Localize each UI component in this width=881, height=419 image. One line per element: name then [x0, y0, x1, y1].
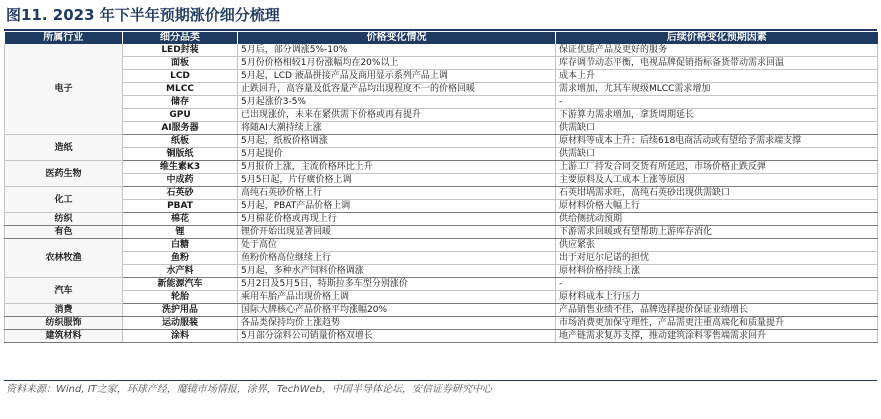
industry-cell: 建筑材料 [5, 330, 123, 343]
expectation-cell: - [556, 96, 878, 109]
industry-cell: 纺织 [5, 213, 123, 226]
table-row [5, 200, 878, 213]
table-row [5, 161, 878, 174]
bottom-divider [4, 380, 877, 381]
price-change-cell: 国际大牌核心产品价格平均涨幅20% [238, 304, 556, 317]
product-cell: LCD [123, 70, 238, 83]
product-cell: 中成药 [123, 174, 238, 187]
table-row [5, 109, 878, 122]
title-divider [4, 29, 877, 31]
industry-cell: 医药生物 [5, 161, 123, 187]
product-cell: 洗护用品 [123, 304, 238, 317]
price-change-cell: 将随AI大潮持续上涨 [238, 122, 556, 135]
header-price-change: 价格变化情况 [238, 32, 556, 44]
product-cell: AI服务器 [123, 122, 238, 135]
product-cell: 储存 [123, 96, 238, 109]
product-cell: 维生素K3 [123, 161, 238, 174]
table-row [5, 96, 878, 109]
product-cell: 铜版纸 [123, 148, 238, 161]
table-row [5, 252, 878, 265]
expectation-cell: 库存调节动态平衡，电视品牌促销指标备货带动需求回温 [556, 57, 878, 70]
price-change-cell: 5月后，部分调涨5%-10% [238, 44, 556, 57]
product-cell: 轮胎 [123, 291, 238, 304]
table-header-row [5, 32, 878, 44]
expectation-cell: 成本上升 [556, 70, 878, 83]
expectation-cell: 出于对厄尔尼诺的担忧 [556, 252, 878, 265]
expectation-cell: 供给侧扰动预期 [556, 213, 878, 226]
price-change-cell: 鱼粉价格高位继续上行 [238, 252, 556, 265]
table-row [5, 174, 878, 187]
table-row [5, 187, 878, 200]
price-change-table [4, 32, 878, 343]
product-cell: 涂料 [123, 330, 238, 343]
product-cell: PBAT [123, 200, 238, 213]
price-change-cell: 5月棉花价格或再现上行 [238, 213, 556, 226]
expectation-cell: 石英坩埚需求旺，高纯石英砂出现供需缺口 [556, 187, 878, 200]
industry-cell: 化工 [5, 187, 123, 213]
product-cell: 面板 [123, 57, 238, 70]
product-cell: 锂 [123, 226, 238, 239]
product-cell: 运动服装 [123, 317, 238, 330]
industry-cell: 造纸 [5, 135, 123, 161]
price-change-cell: 5月起，多种水产饲料价格调涨 [238, 265, 556, 278]
price-change-cell: 5月起，LCD 液晶拼接产品及商用显示系列产品上调 [238, 70, 556, 83]
price-change-cell: 已出现涨价，未来在紧供需下价格或再有提升 [238, 109, 556, 122]
expectation-cell: 上游工厂持发合同交货有所延迟，市场价格止跌反弹 [556, 161, 878, 174]
price-change-cell: 5月起，PBAT产品价格上调 [238, 200, 556, 213]
price-change-cell: 5月部分涂料公司销量价格双增长 [238, 330, 556, 343]
price-change-cell: 止跌回升，高容量及低容量产品均出现程度不一的价格回暖 [238, 83, 556, 96]
price-change-cell: 5月份价格相较1月份涨幅均在20%以上 [238, 57, 556, 70]
industry-cell: 消费 [5, 304, 123, 317]
expectation-cell: 保证优质产品及更好的服务 [556, 44, 878, 57]
table-row [5, 44, 878, 57]
product-cell: LED封装 [123, 44, 238, 57]
table-row [5, 213, 878, 226]
industry-cell: 电子 [5, 44, 123, 135]
header-industry: 所属行业 [5, 32, 123, 44]
product-cell: 白糖 [123, 239, 238, 252]
price-change-cell: 5月起涨价3-5% [238, 96, 556, 109]
industry-cell: 纺织服饰 [5, 317, 123, 330]
table-row [5, 265, 878, 278]
header-expectation: 后续价格变化预期因素 [556, 32, 878, 44]
expectation-cell: 下游算力需求增加，拿货周期延长 [556, 109, 878, 122]
expectation-cell: 需求增加，尤其车规级MLCC需求增加 [556, 83, 878, 96]
expectation-cell: 供应紧张 [556, 239, 878, 252]
product-cell: 纸板 [123, 135, 238, 148]
table-row [5, 70, 878, 83]
price-change-cell: 处于高位 [238, 239, 556, 252]
price-change-cell: 5月2日及5月5日，特斯拉多车型分别涨价 [238, 278, 556, 291]
product-cell: GPU [123, 109, 238, 122]
figure-title: 图11. 2023 年下半年预期涨价细分梳理 [6, 6, 280, 24]
expectation-cell: 下游需求回暖或有望帮助上游库存消化 [556, 226, 878, 239]
table-row [5, 317, 878, 330]
price-change-cell: 各品类保持均价上涨趋势 [238, 317, 556, 330]
expectation-cell: 原材料等成本上升；后续618电商活动或有望给予需求端支撑 [556, 135, 878, 148]
table-row [5, 278, 878, 291]
table-row [5, 122, 878, 135]
expectation-cell: 供需缺口 [556, 122, 878, 135]
expectation-cell: 市场消费更加保守理性，产品需更注重高端化和质量提升 [556, 317, 878, 330]
header-product: 细分品类 [123, 32, 238, 44]
table-row [5, 135, 878, 148]
table-row [5, 304, 878, 317]
industry-cell: 汽车 [5, 278, 123, 304]
expectation-cell: - [556, 278, 878, 291]
price-change-cell: 5月5日起，片仔癀价格上调 [238, 174, 556, 187]
price-change-cell: 锂价开始出现显著回暖 [238, 226, 556, 239]
table-row [5, 83, 878, 96]
table-row [5, 330, 878, 343]
price-change-cell: 高纯石英砂价格上行 [238, 187, 556, 200]
table-body [5, 44, 878, 343]
product-cell: 水产料 [123, 265, 238, 278]
expectation-cell: 供需缺口 [556, 148, 878, 161]
product-cell: 石英砂 [123, 187, 238, 200]
expectation-cell: 主要原料及人工成本上涨等原因 [556, 174, 878, 187]
expectation-cell: 原材料价格持续上涨 [556, 265, 878, 278]
table-row [5, 291, 878, 304]
product-cell: 鱼粉 [123, 252, 238, 265]
price-change-cell: 5月报价上涨，主流价格环比上升 [238, 161, 556, 174]
expectation-cell: 原材料价格大幅上行 [556, 200, 878, 213]
product-cell: MLCC [123, 83, 238, 96]
table-row [5, 57, 878, 70]
industry-cell: 农林牧渔 [5, 239, 123, 278]
product-cell: 棉花 [123, 213, 238, 226]
price-change-cell: 乘用车胎产品出现价格上调 [238, 291, 556, 304]
table-row [5, 226, 878, 239]
price-change-cell: 5月起，纸板价格调涨 [238, 135, 556, 148]
product-cell: 新能源汽车 [123, 278, 238, 291]
industry-cell: 有色 [5, 226, 123, 239]
expectation-cell: 产品销售业绩不佳，品牌选择提价保证业绩增长 [556, 304, 878, 317]
table-row [5, 148, 878, 161]
table-row [5, 239, 878, 252]
price-change-cell: 5月起提价 [238, 148, 556, 161]
source-note: 资料来源：Wind, IT之家，环球产经，魔镜市场情报，涂界，TechWeb，中国半导体论坛，安信证券研究中心 [6, 384, 493, 395]
expectation-cell: 地产链需求复苏支撑，推动建筑涂料零售端需求回升 [556, 330, 878, 343]
expectation-cell: 原材料成本上行压力 [556, 291, 878, 304]
